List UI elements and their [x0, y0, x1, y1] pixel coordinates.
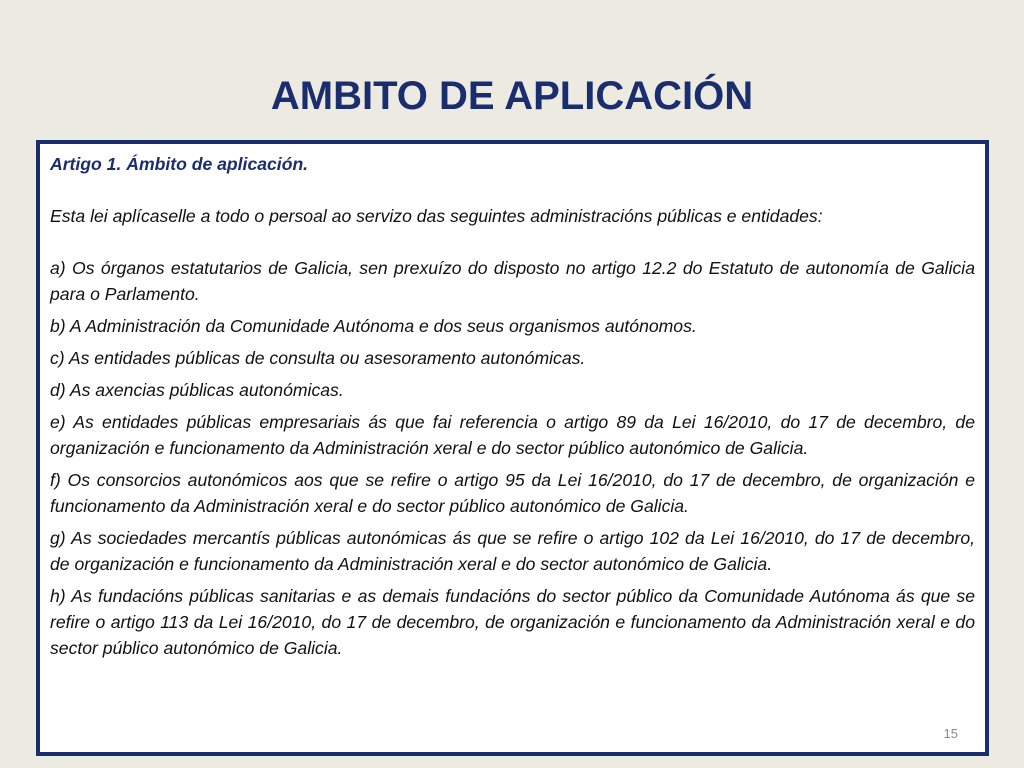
article-content — [40, 144, 985, 661]
article-item-g: g) As sociedades mercantís públicas autonómicas ás que se refire o artigo 102 da Lei 16/2010, do 17 de decembro, de organización e funcionamento da Administración xeral e do sector autonómico de Galicia. — [50, 528, 975, 574]
slide-title: AMBITO DE APLICACIÓN — [270, 74, 754, 118]
article-item-a: a) Os órganos estatutarios de Galicia, sen prexuízo do disposto no artigo 12.2 do Estatuto de autonomía de Galicia para o Parlamento. — [50, 258, 975, 304]
article-item-f: f) Os consorcios autonómicos aos que se refire o artigo 95 da Lei 16/2010, do 17 de decembro, de organización e funcionamento da Administración xeral e do sector público autonómico de Galicia. — [50, 470, 975, 516]
article-item-e: e) As entidades públicas empresariais ás que fai referencia o artigo 89 da Lei 16/2010, do 17 de decembro, de organización e funcionamento da Administración xeral e do sector público autonómico de Galicia. — [50, 412, 975, 458]
article-intro: Esta lei aplícaselle a todo o persoal ao servizo das seguintes administracións públicas e entidades: — [50, 206, 823, 226]
article-item-c: c) As entidades públicas de consulta ou asesoramento autonómicas. — [50, 348, 586, 368]
article-heading: Artigo 1. Ámbito de aplicación. — [50, 154, 309, 174]
article-text-box — [36, 140, 989, 756]
article-item-d: d) As axencias públicas autonómicas. — [50, 380, 344, 400]
article-item-h: h) As fundacións públicas sanitarias e as demais fundacións do sector público da Comunidade Autónoma ás que se refire o artigo 113 da Lei 16/2010, do 17 de decembro, de organización e funcionamento da Administración xeral e do sector público autonómico de Galicia. — [50, 586, 975, 658]
article-item-b: b) A Administración da Comunidade Autónoma e dos seus organismos autónomos. — [50, 316, 697, 336]
page-number: 15 — [943, 726, 958, 741]
